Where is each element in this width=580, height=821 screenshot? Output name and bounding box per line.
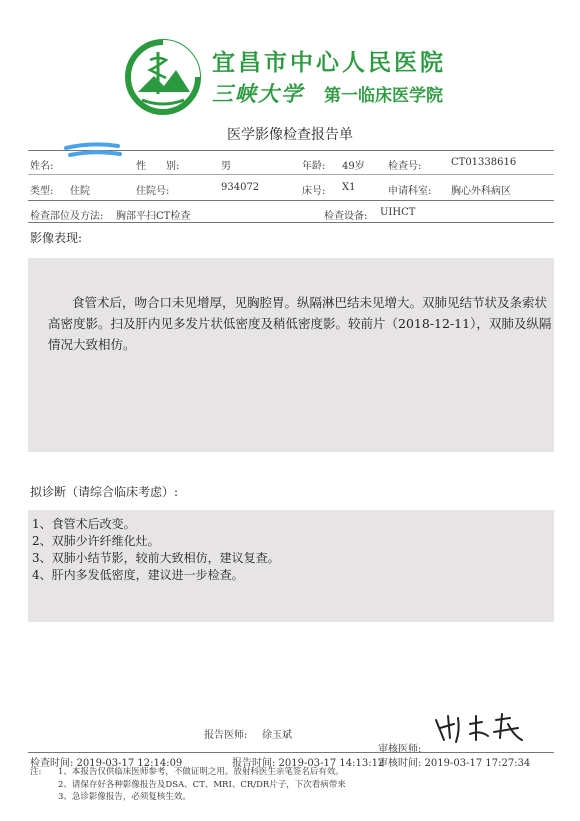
divider bbox=[28, 174, 554, 175]
type-value: 住院 bbox=[70, 186, 90, 197]
admission-label: 住院号: bbox=[136, 186, 170, 197]
exam-device-value: UIHCT bbox=[380, 207, 416, 218]
gender-label: 性 别: bbox=[136, 161, 180, 172]
dept-value: 胸心外科病区 bbox=[451, 186, 511, 197]
note-item: 3、急诊影像报告，必须复核生效。 bbox=[58, 792, 191, 802]
diagnosis-item: 3、双肺小结节影，较前大致相仿，建议复查。 bbox=[32, 551, 280, 565]
gender-value: 男 bbox=[221, 161, 231, 172]
findings-box bbox=[28, 258, 554, 452]
college-name: 第一临床医学院 bbox=[324, 86, 443, 106]
redaction-mark bbox=[62, 140, 124, 162]
diagnosis-item: 2、双肺少许纤维化灶。 bbox=[32, 534, 160, 548]
exam-method-label: 检查部位及方法: bbox=[30, 211, 104, 222]
notes-label: 注: bbox=[30, 767, 42, 777]
divider bbox=[28, 752, 554, 753]
hospital-name: 宜昌市中心人民医院 bbox=[212, 49, 446, 76]
university-name: 三峡大学 bbox=[212, 82, 304, 106]
findings-label: 影像表现: bbox=[30, 231, 83, 245]
hospital-logo bbox=[124, 38, 202, 116]
note-item: 1、本报告仅供临床医师参考，不做证明之用。放射科医生亲笔签名后有效。 bbox=[58, 767, 344, 777]
bed-label: 床号: bbox=[302, 186, 326, 197]
divider bbox=[28, 222, 554, 223]
name-label: 姓名: bbox=[30, 161, 54, 172]
note-item: 2、请保存好各种影像报告及DSA、CT、MRI、CR/DR片子，下次看病带来 bbox=[58, 779, 346, 790]
type-label: 类型: bbox=[30, 186, 54, 197]
diagnosis-item: 4、肝内多发低密度，建议进一步检查。 bbox=[32, 568, 244, 582]
divider bbox=[28, 200, 554, 201]
age-value: 49岁 bbox=[342, 161, 365, 172]
bed-value: X1 bbox=[342, 182, 356, 193]
review-doctor-label: 审核医师: bbox=[378, 744, 422, 755]
dept-label: 申请科室: bbox=[388, 186, 432, 197]
exam-device-label: 检查设备: bbox=[324, 211, 368, 222]
diagnosis-item: 1、食管术后改变。 bbox=[32, 517, 136, 531]
report-doctor-label: 报告医师: bbox=[204, 730, 248, 741]
age-label: 年龄: bbox=[302, 161, 326, 172]
review-signature bbox=[430, 710, 530, 750]
diagnosis-list bbox=[32, 516, 542, 584]
exam-no-label: 检查号: bbox=[388, 161, 422, 172]
admission-value: 934072 bbox=[221, 182, 260, 193]
report-time: 报告时间: 2019-03-17 14:13:12 bbox=[232, 758, 385, 769]
exam-method-value: 胸部平扫CT检查 bbox=[116, 211, 191, 222]
review-time: 审核时间: 2019-03-17 17:27:34 bbox=[378, 758, 531, 769]
report-title: 医学影像检查报告单 bbox=[227, 127, 353, 143]
diagnosis-label: 拟诊断（请综合临床考虑）: bbox=[30, 485, 179, 499]
exam-time: 检查时间: 2019-03-17 12:14:09 bbox=[30, 758, 183, 769]
exam-no-value: CT01338616 bbox=[451, 157, 517, 168]
findings-text: 食管术后，吻合口未见增厚，见胸腔胃。纵隔淋巴结未见增大。双肺见结节状及条索状高密度影。扫及肝内见多发片状低密度及稍低密度影。较前片（2018-12-11），双肺及纵隔情况大致相仿。 bbox=[48, 295, 552, 352]
report-doctor-value: 徐玉斌 bbox=[262, 730, 292, 741]
